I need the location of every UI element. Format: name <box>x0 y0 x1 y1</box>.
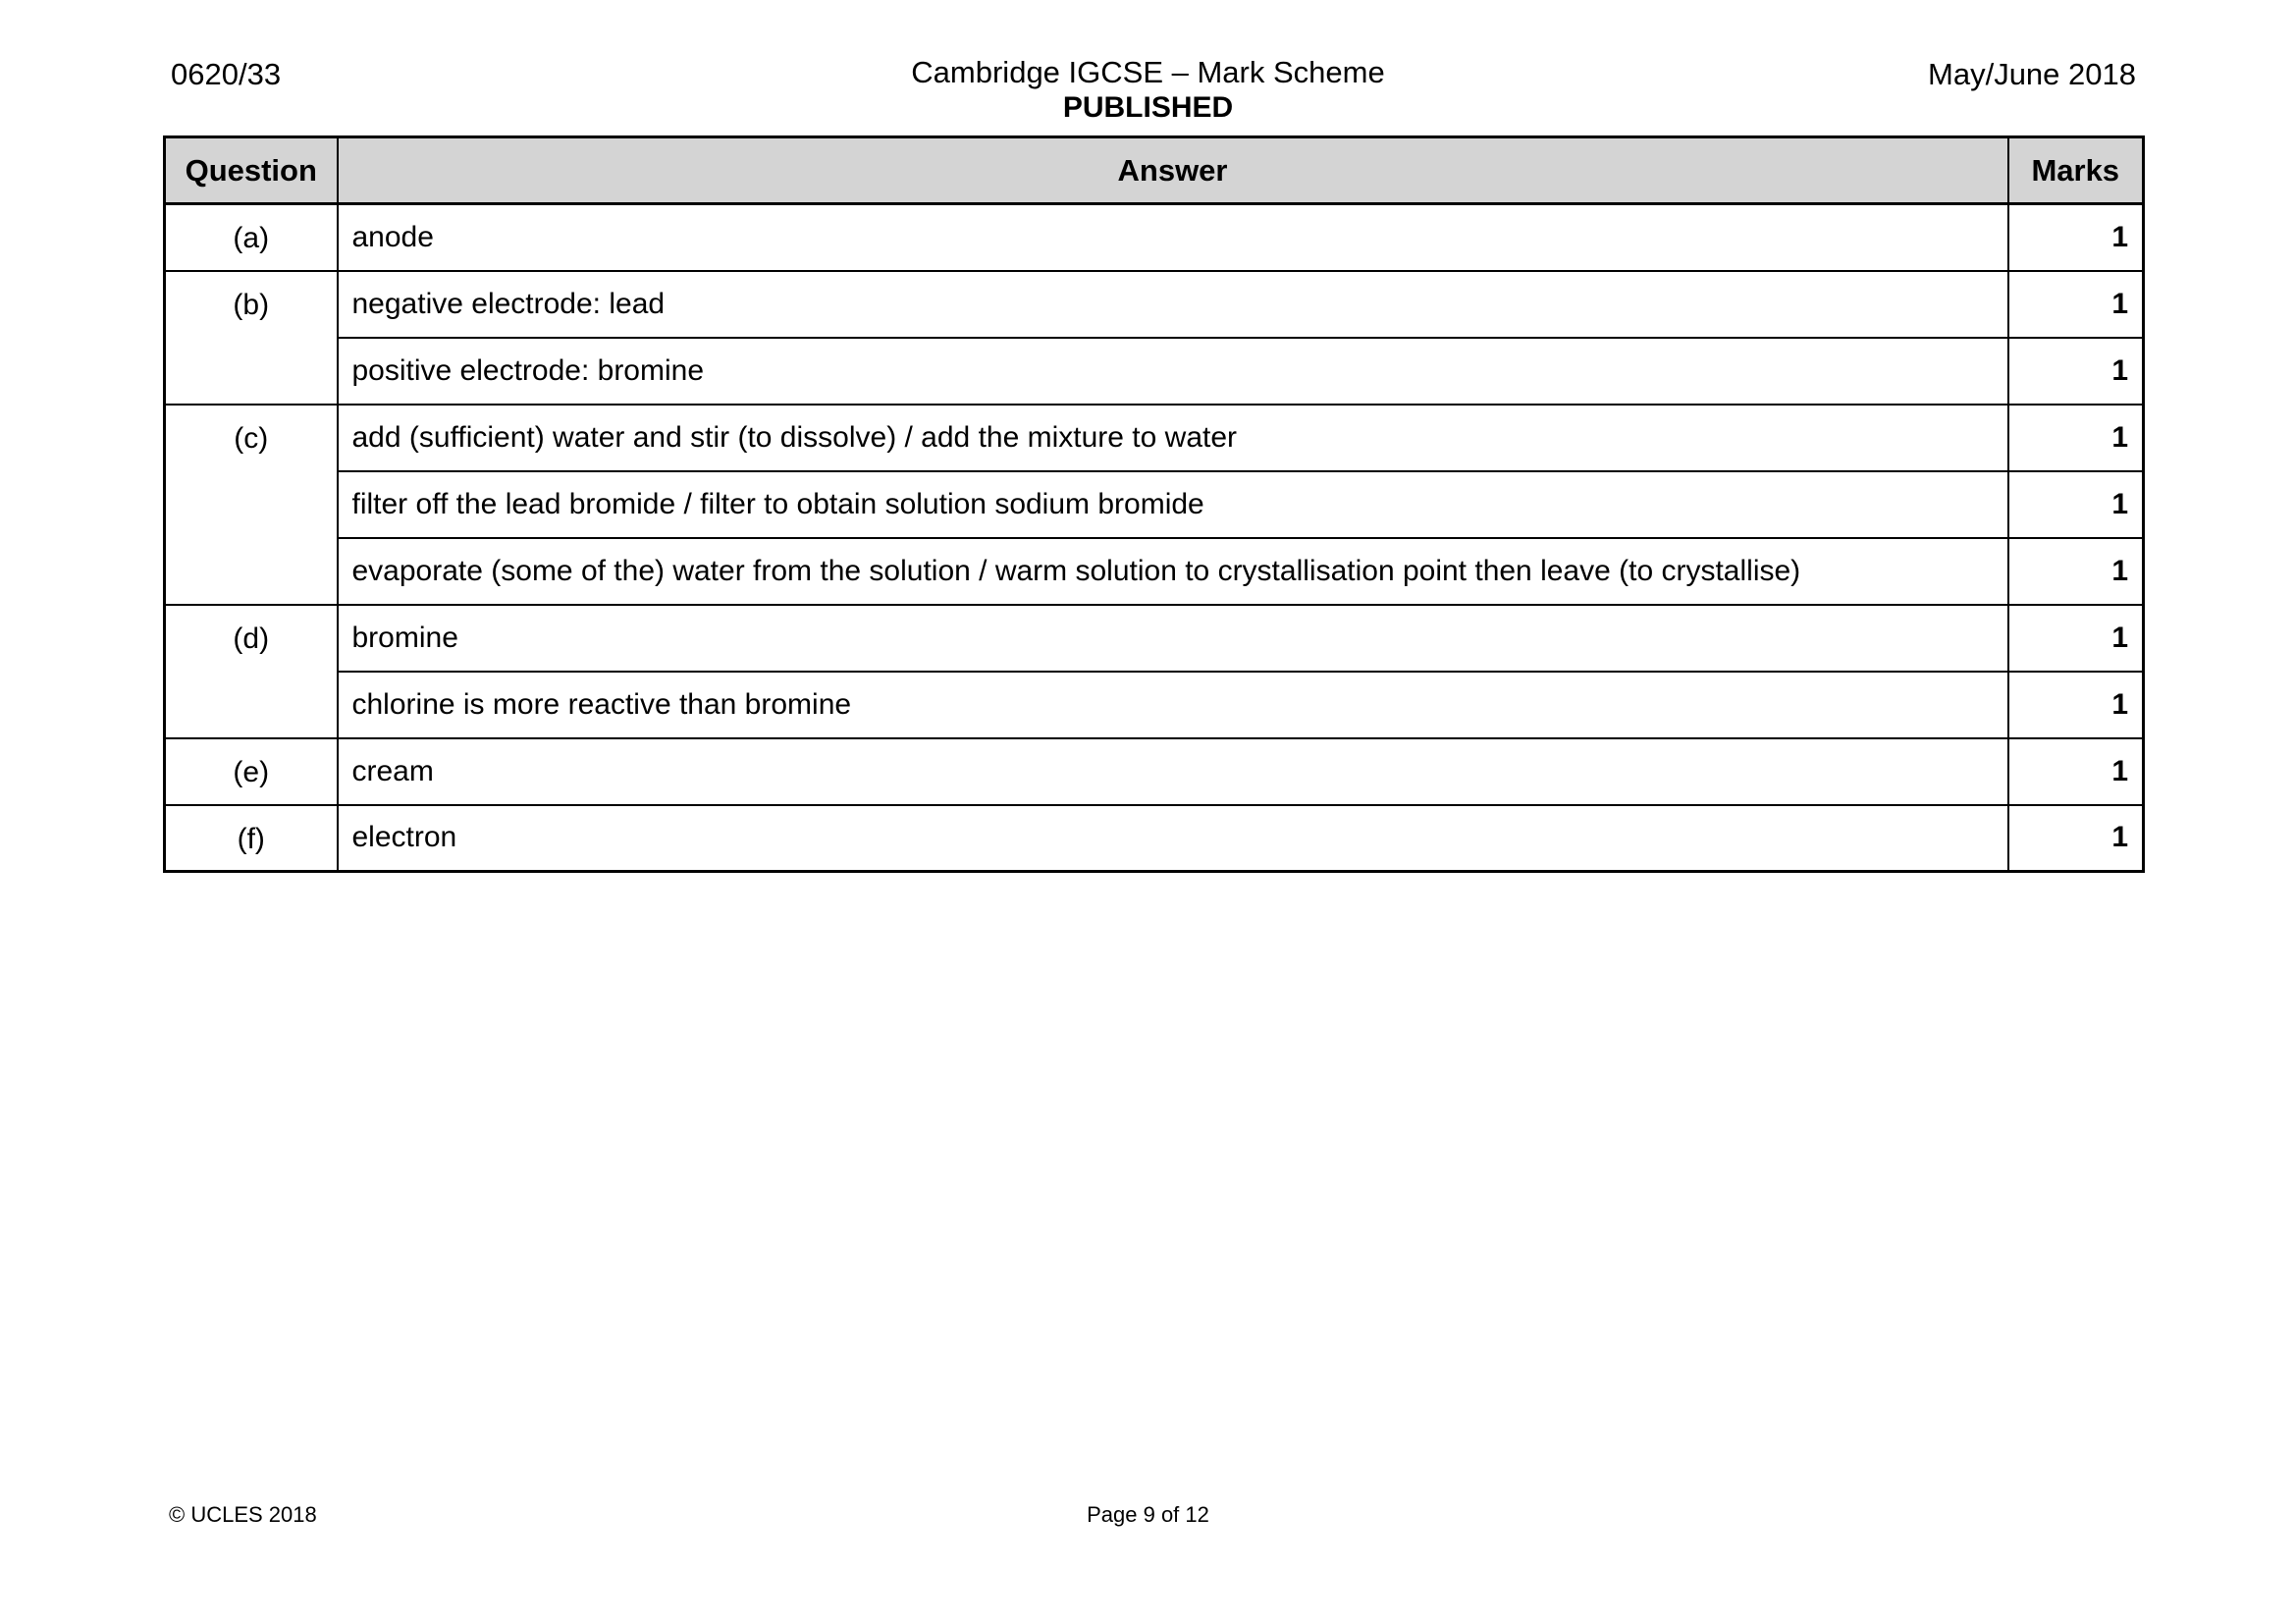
answer-cell: chlorine is more reactive than bromine <box>338 672 2008 738</box>
answer-cell: positive electrode: bromine <box>338 338 2008 405</box>
table-row <box>165 738 2144 805</box>
marks-cell: 1 <box>2008 805 2144 872</box>
table-row <box>165 672 2144 738</box>
marks-cell: 1 <box>2008 538 2144 605</box>
question-label: (f) <box>165 805 338 872</box>
marks-cell: 1 <box>2008 738 2144 805</box>
answer-cell: negative electrode: lead <box>338 271 2008 338</box>
marks-cell: 1 <box>2008 271 2144 338</box>
question-label: (d) <box>165 605 338 738</box>
question-label: (e) <box>165 738 338 805</box>
table-row <box>165 538 2144 605</box>
table-row <box>165 605 2144 672</box>
column-header-question: Question <box>165 137 338 204</box>
answer-cell: bromine <box>338 605 2008 672</box>
question-label: (c) <box>165 405 338 605</box>
answer-cell: electron <box>338 805 2008 872</box>
table-row <box>165 471 2144 538</box>
paper-code: 0620/33 <box>171 57 282 91</box>
marks-cell: 1 <box>2008 605 2144 672</box>
marks-cell: 1 <box>2008 204 2144 271</box>
answer-cell: anode <box>338 204 2008 271</box>
marks-cell: 1 <box>2008 471 2144 538</box>
question-label: (b) <box>165 271 338 405</box>
mark-scheme-table <box>163 135 2145 873</box>
marks-cell: 1 <box>2008 672 2144 738</box>
answer-cell: filter off the lead bromide / filter to obtain solution sodium bromide <box>338 471 2008 538</box>
document-title: Cambridge IGCSE – Mark Scheme <box>911 55 1385 89</box>
table-row <box>165 405 2144 471</box>
table-header-row <box>165 137 2144 204</box>
answer-cell: evaporate (some of the) water from the solution / warm solution to crystallisation point then leave (to crystallise) <box>338 538 2008 605</box>
table-row <box>165 338 2144 405</box>
page-number: Page 9 of 12 <box>1087 1502 1209 1527</box>
table-row <box>165 805 2144 872</box>
table-row <box>165 204 2144 271</box>
answer-cell: add (sufficient) water and stir (to dissolve) / add the mixture to water <box>338 405 2008 471</box>
marks-cell: 1 <box>2008 338 2144 405</box>
table-row <box>165 271 2144 338</box>
marks-cell: 1 <box>2008 405 2144 471</box>
answer-cell: cream <box>338 738 2008 805</box>
document-subtitle: PUBLISHED <box>1062 91 1234 124</box>
column-header-answer: Answer <box>338 137 2008 204</box>
column-header-marks: Marks <box>2008 137 2144 204</box>
exam-session: May/June 2018 <box>1928 57 2136 91</box>
question-label: (a) <box>165 204 338 271</box>
copyright-notice: © UCLES 2018 <box>169 1502 317 1527</box>
